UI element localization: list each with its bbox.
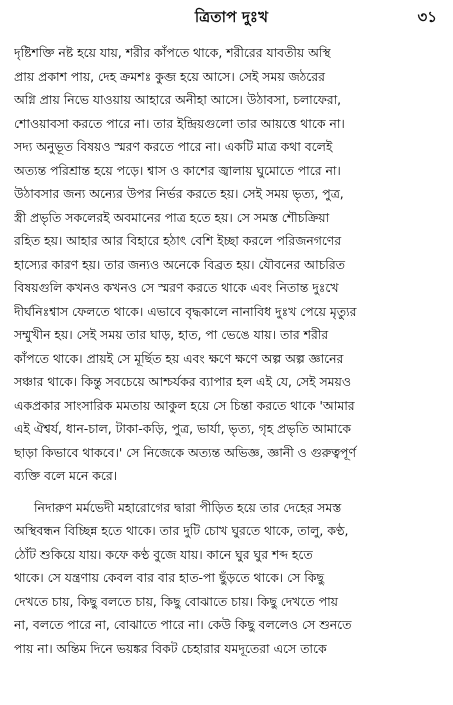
text-line: থাকে। সে যন্ত্রণায় কেবল বার বার হাত-পা ছুঁড়তে থাকে। সে কিছু: [14, 570, 324, 585]
text-line: দীর্ঘনিঃশ্বাস ফেলতে থাকে। এভাবে বৃদ্ধকালে নানাবিধ দুঃখ পেয়ে মৃত্যুর: [14, 303, 357, 319]
text-line: উঠাবসার জন্য অন্যের উপর নির্ভর করতে হয়। সেই সময় ভৃত্য, পুত্র,: [14, 186, 344, 201]
text-line: সঞ্চার থাকে। কিন্তু সবচেয়ে আশ্চর্যকর ব্যাপার হল এই যে, সেই সময়ও: [14, 374, 351, 389]
text-line: ঠোঁট শুকিয়ে যায়। কফে কণ্ঠ বুজে যায়। কানে ঘুর ঘুর শব্দ হতে: [14, 546, 313, 562]
text-line: পায় না। অন্তিম দিনে ভয়ঙ্কর বিকট চেহারার যমদূতেরা এসে তাকে: [14, 640, 327, 656]
text-line: এই ঐশ্বর্য, ধান-চাল, টাকা-কড়ি, পুত্র, ভার্যা, ভৃত্য, গৃহ প্রভৃতি আমাকে: [14, 421, 351, 436]
text-line: অত্যন্ত পরিশ্রান্ত হয়ে পড়ে। শ্বাস ও কাশের জ্বালায় ঘুমোতে পারে না।: [14, 162, 341, 178]
page-number: ৩১: [417, 8, 437, 26]
paragraph-1: [14, 41, 444, 488]
text-line: হাস্যের কারণ হয়। তার জন্যও অনেকে বিব্রত হয়। যৌবনের আচরিত: [14, 256, 345, 272]
text-line: অস্থিবন্ধন বিচ্ছিন্ন হতে থাকে। তার দুটি চোখ ঘুরতে থাকে, তালু, কণ্ঠ,: [14, 523, 349, 538]
text-line: সম্মুখীন হয়। সেই সময় তার ঘাড়, হাত, পা ভেঙে যায়। তার শরীর: [14, 327, 329, 342]
text-line: না, বলতে পারে না, বোঝাতে পারে না। কেউ কিছু বললেও সে শুনতে: [14, 617, 352, 632]
text-line: স্ত্রী প্রভৃতি সকলেরই অবমানের পাত্র হতে হয়। সে সমস্ত শৌচক্রিয়া: [14, 209, 330, 225]
body-text: [14, 41, 444, 660]
text-line: নিদারুণ মর্মভেদী মহারোগের দ্বারা পীড়িত হয়ে তার দেহের সমস্ত: [34, 499, 342, 515]
text-line: ব্যক্তি বলে মনে করে।: [14, 468, 118, 483]
text-line: প্রায় প্রকাশ পায়, দেহ ক্রমশঃ কুব্জ হয়ে আসে। সেই সময় জঠরের: [14, 68, 325, 84]
text-line: সদ্য অনুভূত বিষয়ও স্মরণ করতে পারে না। একটি মাত্র কথা বলেই: [14, 139, 333, 154]
paragraph-2: [14, 496, 444, 661]
text-line: শোওয়াবসা করতে পারে না। তার ইন্দ্রিয়গুলো তার আয়ত্তে থাকে না।: [14, 115, 345, 131]
text-line: বিষয়গুলি কখনও কখনও সে স্মরণ করতে থাকে এবং নিতান্ত দুঃখে: [14, 280, 339, 295]
text-line: অগ্নি প্রায় নিভে যাওয়ায় আহারে অনীহা আসে। উঠাবসা, চলাফেরা,: [14, 92, 342, 107]
text-line: দৃষ্টিশক্তি নষ্ট হয়ে যায়, শরীর কাঁপতে থাকে, শরীরের যাবতীয় অস্থি: [14, 45, 331, 60]
text-line: একপ্রকার সাংসারিক মমতায় আকুল হয়ে সে চিন্তা করতে থাকে 'আমার: [14, 397, 355, 413]
text-line: দেখতে চায়, কিছু বলতে চায়, কিছু বোঝাতে চায়। কিছু দেখতে পায়: [14, 593, 338, 609]
text-line: কাঁপতে থাকে। প্রায়ই সে মূর্ছিত হয় এবং ক্ষণে ক্ষণে অল্প অল্প জ্ঞানের: [14, 350, 344, 366]
running-header: [20, 6, 443, 32]
text-line: ছাড়া কিভাবে থাকবে।' সে নিজেকে অত্যন্ত অভিজ্ঞ, জ্ঞানী ও গুরুত্বপূর্ণ: [14, 444, 356, 460]
text-line: রহিত হয়। আহার আর বিহারে হঠাৎ বেশি ইচ্ছা করলে পরিজনগণের: [14, 233, 342, 248]
chapter-title: ত্রিতাপ দুঃখ: [194, 8, 269, 26]
